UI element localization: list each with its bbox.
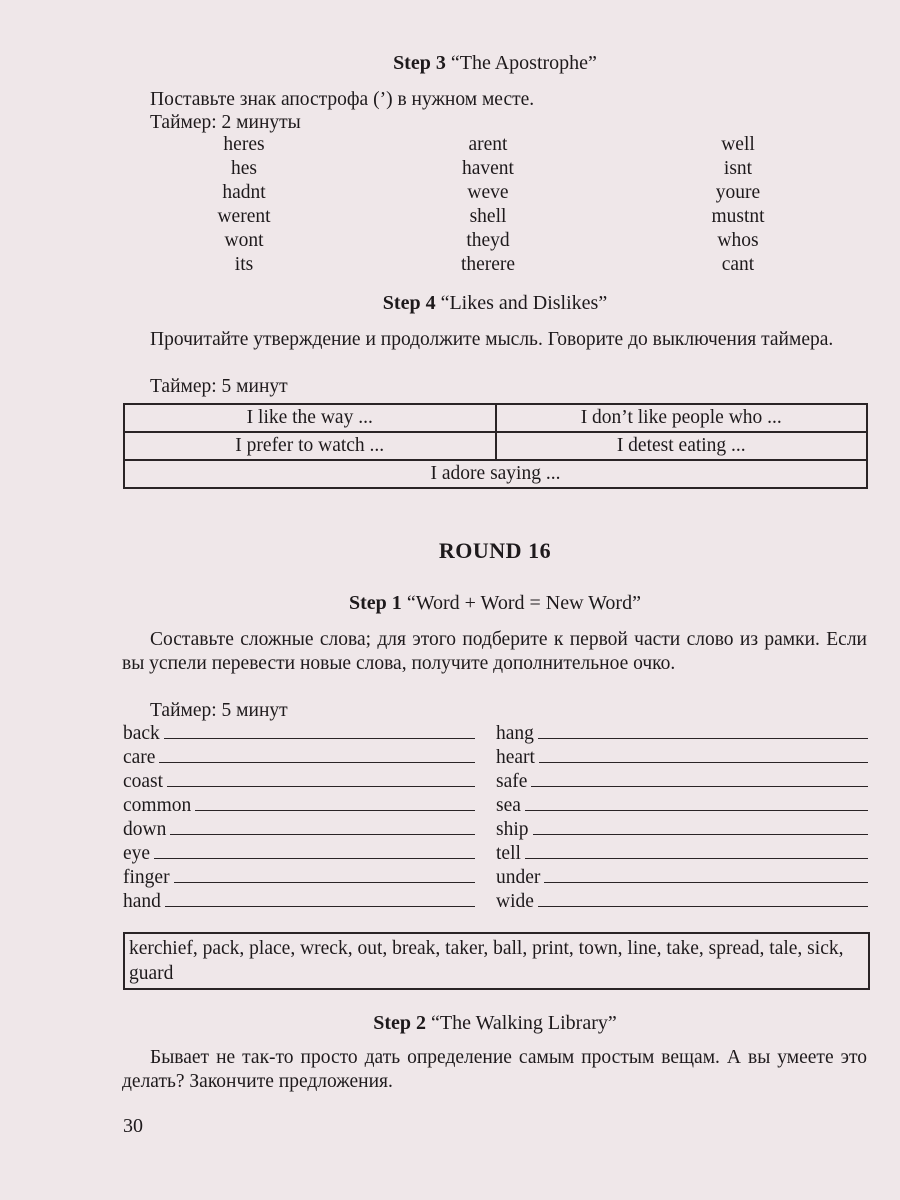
step3-instruction: Поставьте знак апострофа (’) в нужном месте.: [150, 89, 535, 110]
word-cell: well: [721, 134, 755, 155]
likes-dislikes-table: [123, 403, 868, 489]
word-cell: weve: [467, 182, 509, 203]
answer-blank[interactable]: [159, 746, 475, 763]
list-item: [123, 890, 475, 913]
word-stem: sea: [496, 795, 521, 816]
word-cell: whos: [717, 230, 759, 251]
answer-blank[interactable]: [154, 842, 475, 859]
step1-instruction: Составьте сложные слова; для этого подберите к первой части слово из рамки. Если вы успели перевести новые слова, получите дополнительное очко.: [122, 629, 867, 674]
answer-blank[interactable]: [539, 746, 868, 763]
word-stem: safe: [496, 771, 528, 792]
answer-blank[interactable]: [167, 770, 475, 787]
step2-title: [120, 1012, 870, 1035]
round-heading: ROUND 16: [438, 538, 552, 563]
answer-blank[interactable]: [165, 890, 475, 907]
step4-instruction: Прочитайте утверждение и продолжите мысль. Говорите до выключения таймера.: [150, 329, 834, 350]
table-cell: I prefer to watch ...: [124, 432, 496, 460]
table-cell: I adore saying ...: [124, 460, 867, 488]
word-cell: havent: [462, 158, 514, 179]
list-item: [496, 794, 868, 817]
word-stem: back: [123, 723, 160, 744]
answer-blank[interactable]: [195, 794, 475, 811]
word-cell: hes: [231, 158, 257, 179]
answer-blank[interactable]: [174, 866, 475, 883]
list-item: [496, 890, 868, 913]
word-stem: wide: [496, 891, 534, 912]
word-cell: youre: [715, 182, 761, 203]
step1-title: [120, 592, 870, 615]
list-item: [123, 866, 475, 889]
step2-instruction: Бывает не так-то просто дать определение самым простым вещам. А вы умеете это делать? Закончите предложения.: [122, 1047, 867, 1092]
answer-blank[interactable]: [531, 770, 868, 787]
word-cell: isnt: [723, 158, 753, 179]
list-item: [496, 722, 868, 745]
list-item: [123, 794, 475, 817]
table-cell: I like the way ...: [124, 404, 496, 432]
word-stem: heart: [496, 747, 535, 768]
list-item: [123, 818, 475, 841]
step2-name: “The Walking Library”: [431, 1012, 617, 1034]
word-stem: care: [123, 747, 156, 768]
list-item: [123, 842, 475, 865]
step3-label: Step 3: [393, 52, 446, 74]
word-cell: wont: [224, 230, 264, 251]
answer-blank[interactable]: [170, 818, 475, 835]
page-number: 30: [123, 1115, 143, 1137]
word-stem: common: [123, 795, 192, 816]
word-cell: mustnt: [711, 206, 765, 227]
list-item: [496, 842, 868, 865]
answer-blank[interactable]: [164, 722, 475, 739]
word-box: kerchief, pack, place, wreck, out, break, taker, ball, print, town, line, take, spread, tale, sick, guard: [123, 932, 870, 990]
word-stem: tell: [496, 843, 521, 864]
word-cell: hadnt: [222, 182, 266, 203]
answer-blank[interactable]: [538, 890, 868, 907]
step1-name: “Word + Word = New Word”: [406, 592, 641, 614]
answer-blank[interactable]: [538, 722, 868, 739]
list-item: [123, 770, 475, 793]
word-cell: its: [234, 254, 254, 275]
word-cell: heres: [223, 134, 265, 155]
word-stem: eye: [123, 843, 151, 864]
word-stem: down: [123, 819, 167, 840]
word-stem: hang: [496, 723, 534, 744]
step1-label: Step 1: [349, 592, 402, 614]
step4-timer: Таймер: 5 минут: [150, 376, 288, 397]
word-cell: werent: [217, 206, 271, 227]
word-stem: ship: [496, 819, 529, 840]
word-stem: hand: [123, 891, 161, 912]
step4-label: Step 4: [382, 292, 436, 314]
word-cell: therere: [460, 254, 516, 275]
list-item: [496, 866, 868, 889]
step3-title: [120, 52, 870, 75]
word-stem: coast: [123, 771, 164, 792]
step1-timer: Таймер: 5 минут: [150, 700, 288, 721]
word-cell: arent: [468, 134, 508, 155]
step2-label: Step 2: [373, 1012, 427, 1034]
step4-title: [120, 292, 870, 315]
answer-blank[interactable]: [533, 818, 868, 835]
answer-blank[interactable]: [544, 866, 868, 883]
word-stem: under: [496, 867, 541, 888]
word-cell: theyd: [466, 230, 510, 251]
step3-timer: Таймер: 2 минуты: [150, 112, 301, 133]
step4-name: “Likes and Dislikes”: [440, 292, 608, 314]
word-stem: finger: [123, 867, 170, 888]
table-cell: I don’t like people who ...: [496, 404, 868, 432]
list-item: [496, 770, 868, 793]
list-item: [123, 722, 475, 745]
list-item: [496, 818, 868, 841]
list-item: [496, 746, 868, 769]
list-item: [123, 746, 475, 769]
table-cell: I detest eating ...: [496, 432, 868, 460]
answer-blank[interactable]: [525, 794, 868, 811]
answer-blank[interactable]: [525, 842, 868, 859]
word-cell: cant: [721, 254, 755, 275]
word-cell: shell: [469, 206, 507, 227]
step3-name: “The Apostrophe”: [450, 52, 597, 74]
